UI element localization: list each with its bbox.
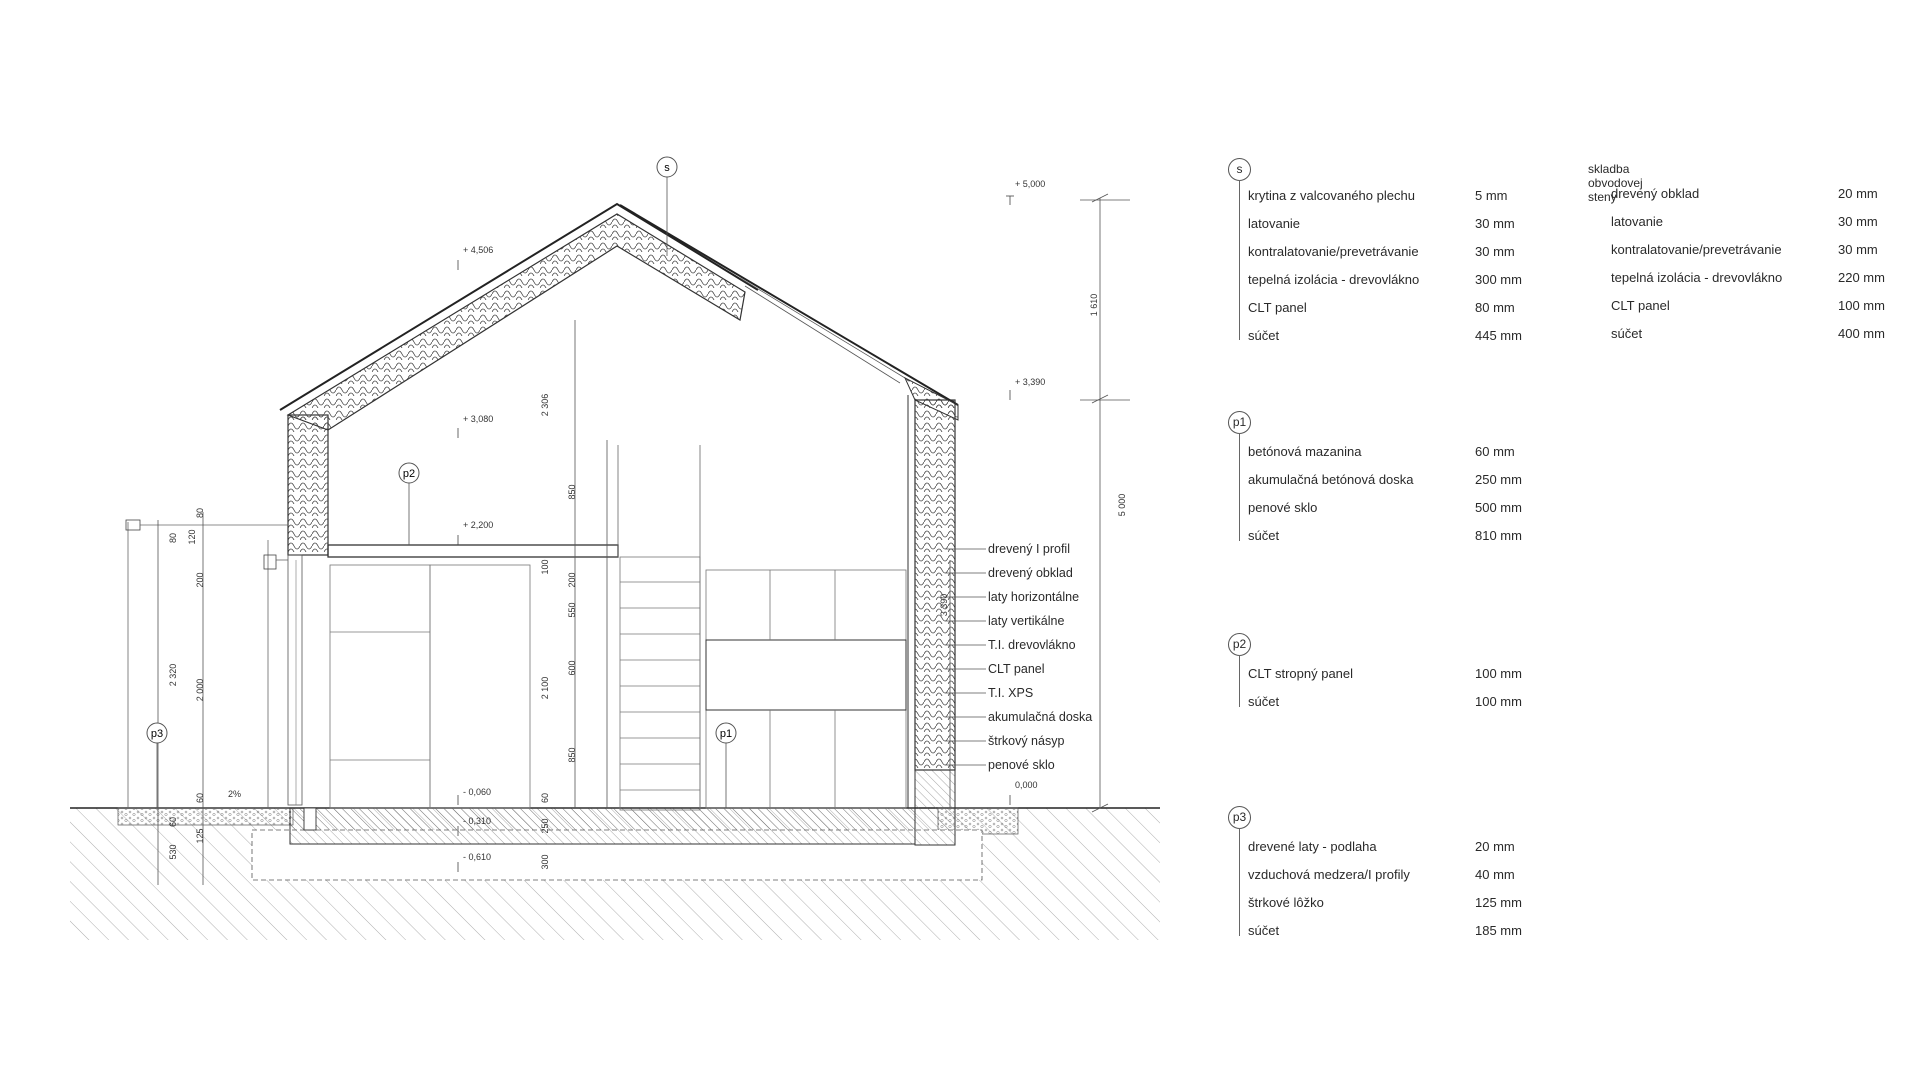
dim-m-300: 300 xyxy=(540,854,550,870)
layer-label: drevený obklad xyxy=(988,566,1073,580)
dim-l-530: 530 xyxy=(168,844,178,860)
layer-value: 400 mm xyxy=(1838,326,1885,341)
layer-label: drevený I profil xyxy=(988,542,1070,556)
tag-p3 xyxy=(147,723,167,808)
dim-m-850b: 850 xyxy=(567,747,577,763)
layer-name: vzduchová medzera/I profily xyxy=(1248,867,1410,882)
layer-value: 30 mm xyxy=(1475,216,1515,231)
layer-name: betónová mazanina xyxy=(1248,444,1362,459)
dim-l-2320: 2 320 xyxy=(168,663,178,687)
layer-name: latovanie xyxy=(1248,216,1301,231)
section-s-line xyxy=(1239,180,1240,340)
layer-name: drevený obklad xyxy=(1611,186,1700,201)
layer-value: 220 mm xyxy=(1838,270,1885,285)
right-wall xyxy=(908,395,955,845)
layer-value: 30 mm xyxy=(1838,214,1878,229)
layer-value: 250 mm xyxy=(1475,472,1522,487)
layer-name: penové sklo xyxy=(1248,500,1318,515)
layer-name: štrkové lôžko xyxy=(1248,895,1324,910)
layer-value: 125 mm xyxy=(1475,895,1522,910)
layer-label: laty vertikálne xyxy=(988,614,1065,628)
dim-l-60a: 60 xyxy=(195,792,205,804)
dim-m-60: 60 xyxy=(540,792,550,804)
dim-l-120: 120 xyxy=(187,529,197,545)
layer-value: 30 mm xyxy=(1838,242,1878,257)
layer-name: súčet xyxy=(1248,694,1280,709)
layer-value: 40 mm xyxy=(1475,867,1515,882)
layer-name: drevené laty - podlaha xyxy=(1248,839,1377,854)
section-p3-tag: p3 xyxy=(1228,806,1251,829)
layer-name: kontralatovanie/prevetrávanie xyxy=(1248,244,1419,259)
layer-name: CLT panel xyxy=(1248,300,1307,315)
tag-p2 xyxy=(399,463,419,545)
layer-value: 30 mm xyxy=(1475,244,1515,259)
layer-label: penové sklo xyxy=(988,758,1055,772)
foundation-slab xyxy=(252,808,982,880)
layer-value: 300 mm xyxy=(1475,272,1522,287)
level-0000: 0,000 xyxy=(1015,780,1038,790)
tag-p1-label: p1 xyxy=(719,728,733,740)
dim-l-80a: 80 xyxy=(195,507,205,519)
dim-m-550: 550 xyxy=(567,602,577,618)
dim-5000: 5 000 xyxy=(1117,493,1127,517)
section-p2-line xyxy=(1239,655,1240,707)
dim-2306: 2 306 xyxy=(540,393,550,417)
slope-label: 2% xyxy=(228,789,242,799)
layer-label: T.I. drevovlákno xyxy=(988,638,1076,652)
layer-name: krytina z valcovaného plechu xyxy=(1248,188,1415,203)
mezzanine xyxy=(328,445,700,810)
layer-labels xyxy=(988,542,1092,772)
layer-label: laty horizontálne xyxy=(988,590,1080,604)
level-3390: + 3,390 xyxy=(1015,377,1046,387)
tag-p1 xyxy=(716,723,736,808)
level-m0310: - 0,310 xyxy=(463,816,492,826)
wall-title: skladba obvodovej steny xyxy=(1588,162,1643,204)
layer-label: akumulačná doska xyxy=(988,710,1093,724)
layer-name: akumulačná betónová doska xyxy=(1248,472,1414,487)
layer-value: 20 mm xyxy=(1475,839,1515,854)
layer-name: tepelná izolácia - drevovlákno xyxy=(1611,270,1783,285)
tag-p2-label: p2 xyxy=(402,468,416,480)
layer-name: kontralatovanie/prevetrávanie xyxy=(1611,242,1782,257)
left-wall xyxy=(288,415,328,805)
tag-p3-label: p3 xyxy=(150,728,164,740)
layer-name: súčet xyxy=(1248,923,1280,938)
section-p2-tag: p2 xyxy=(1228,633,1251,656)
layer-value: 100 mm xyxy=(1838,298,1885,313)
section-p1-line xyxy=(1239,433,1240,541)
layer-label: štrkový násyp xyxy=(988,734,1065,748)
dim-l-200: 200 xyxy=(195,572,205,588)
layer-value: 20 mm xyxy=(1838,186,1878,201)
tag-s-label: s xyxy=(664,162,670,174)
dim-m-250: 250 xyxy=(540,818,550,834)
dim-l-80b: 80 xyxy=(168,532,178,544)
dim-l-60b: 60 xyxy=(168,816,178,828)
terrace xyxy=(126,520,288,808)
dim-m-850a: 850 xyxy=(567,484,577,500)
section-p1-tag: p1 xyxy=(1228,411,1251,434)
layer-value: 5 mm xyxy=(1475,188,1508,203)
level-m0060: - 0,060 xyxy=(463,787,492,797)
level-2200: + 2,200 xyxy=(463,520,494,530)
dim-m-200: 200 xyxy=(567,572,577,588)
layer-value: 445 mm xyxy=(1475,328,1522,343)
layer-value: 500 mm xyxy=(1475,500,1522,515)
roof xyxy=(280,204,958,430)
layer-name: latovanie xyxy=(1611,214,1664,229)
section-p3-line xyxy=(1239,828,1240,936)
layer-name: súčet xyxy=(1611,326,1643,341)
layer-name: súčet xyxy=(1248,328,1280,343)
layer-name: CLT panel xyxy=(1611,298,1670,313)
level-m0610: - 0,610 xyxy=(463,852,492,862)
layer-value: 80 mm xyxy=(1475,300,1515,315)
level-5000: + 5,000 xyxy=(1015,179,1046,189)
layer-value: 100 mm xyxy=(1475,666,1522,681)
dim-m-2100: 2 100 xyxy=(540,676,550,700)
level-3080: + 3,080 xyxy=(463,414,494,424)
dim-m-100: 100 xyxy=(540,559,550,575)
level-4506: + 4,506 xyxy=(463,245,494,255)
dim-3390: 3 390 xyxy=(939,593,949,617)
layer-label: CLT panel xyxy=(988,662,1045,676)
layer-label: T.I. XPS xyxy=(988,686,1034,700)
section-s-tag: s xyxy=(1228,158,1251,181)
layer-value: 100 mm xyxy=(1475,694,1522,709)
layer-name: tepelná izolácia - drevovlákno xyxy=(1248,272,1420,287)
layer-name: CLT stropný panel xyxy=(1248,666,1354,681)
layer-value: 810 mm xyxy=(1475,528,1522,543)
layer-value: 185 mm xyxy=(1475,923,1522,938)
dim-l-2000: 2 000 xyxy=(195,678,205,702)
furniture xyxy=(330,557,906,810)
layer-name: súčet xyxy=(1248,528,1280,543)
dim-m-600: 600 xyxy=(567,660,577,676)
layer-value: 60 mm xyxy=(1475,444,1515,459)
dim-1610: 1 610 xyxy=(1089,293,1099,317)
dim-l-125: 125 xyxy=(195,828,205,844)
